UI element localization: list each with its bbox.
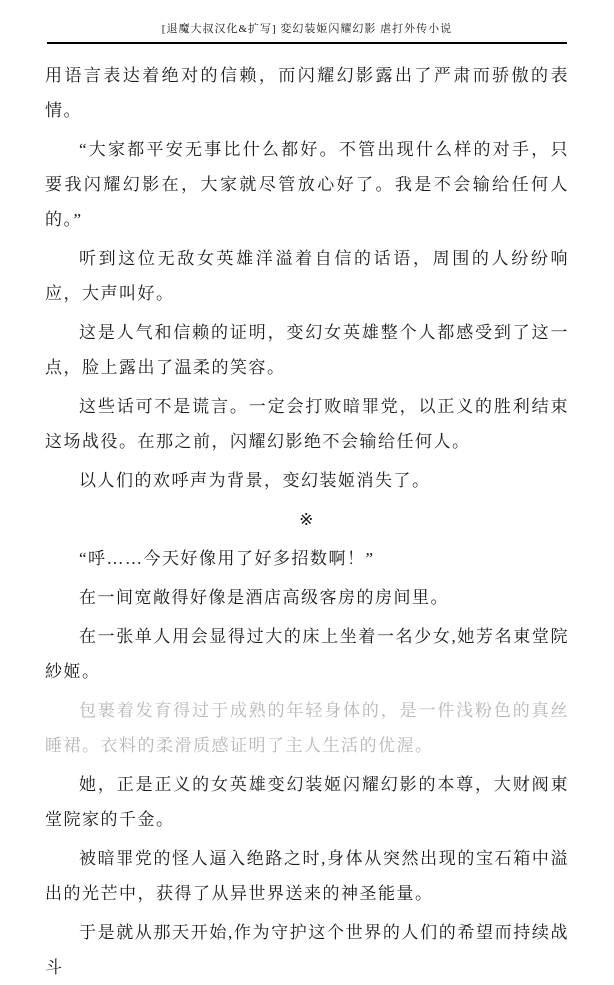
paragraph: 被暗罪党的怪人逼入绝路之时,身体从突然出现的宝石箱中溢出的光芒中，获得了从异世界送来的神圣能量。 (45, 849, 569, 903)
page-body (0, 44, 614, 985)
paragraph: 包裹着发育得过于成熟的年轻身体的，是一件浅粉色的真丝睡裙。衣料的柔滑质感证明了主人生活的优渥。 (45, 701, 569, 755)
section-separator: ※ (299, 510, 315, 529)
paragraph: 在一张单人用会显得过大的床上坐着一名少女,她芳名東堂院紗姬。 (45, 627, 569, 681)
page-header-title: [退魔大叔汉化&扩写] 変幻装姬闪耀幻影 虐打外传小说 (161, 23, 453, 35)
paragraph: 这是人气和信赖的证明，变幻女英雄整个人都感受到了这一点，脸上露出了温柔的笑容。 (45, 323, 569, 377)
paragraph: “大家都平安无事比什么都好。不管出现什么样的对手，只要我闪耀幻影在，大家就尽管放心好了。我是不会输给任何人的。” (45, 140, 569, 229)
paragraph: 听到这位无敌女英雄洋溢着自信的话语，周围的人纷纷响应，大声叫好。 (45, 249, 569, 303)
paragraph: 在一间宽敞得好像是酒店高级客房的房间里。 (79, 588, 449, 607)
paragraph: 以人们的欢呼声为背景，变幻装姬消失了。 (79, 471, 431, 490)
paragraph: 于是就从那天开始,作为守护这个世界的人们的希望而持续战斗 (45, 923, 569, 977)
paragraph: 这些话可不是谎言。一定会打败暗罪党，以正义的胜利结束这场战役。在那之前，闪耀幻影绝不会输给任何人。 (45, 397, 569, 451)
paragraph: 用语言表达着绝对的信赖，而闪耀幻影露出了严肃而骄傲的表情。 (45, 66, 569, 120)
paragraph: “呼……今天好像用了好多招数啊！” (79, 549, 375, 568)
paragraph: 她，正是正义的女英雄变幻装姬闪耀幻影的本尊，大财阀東堂院家的千金。 (45, 775, 569, 829)
